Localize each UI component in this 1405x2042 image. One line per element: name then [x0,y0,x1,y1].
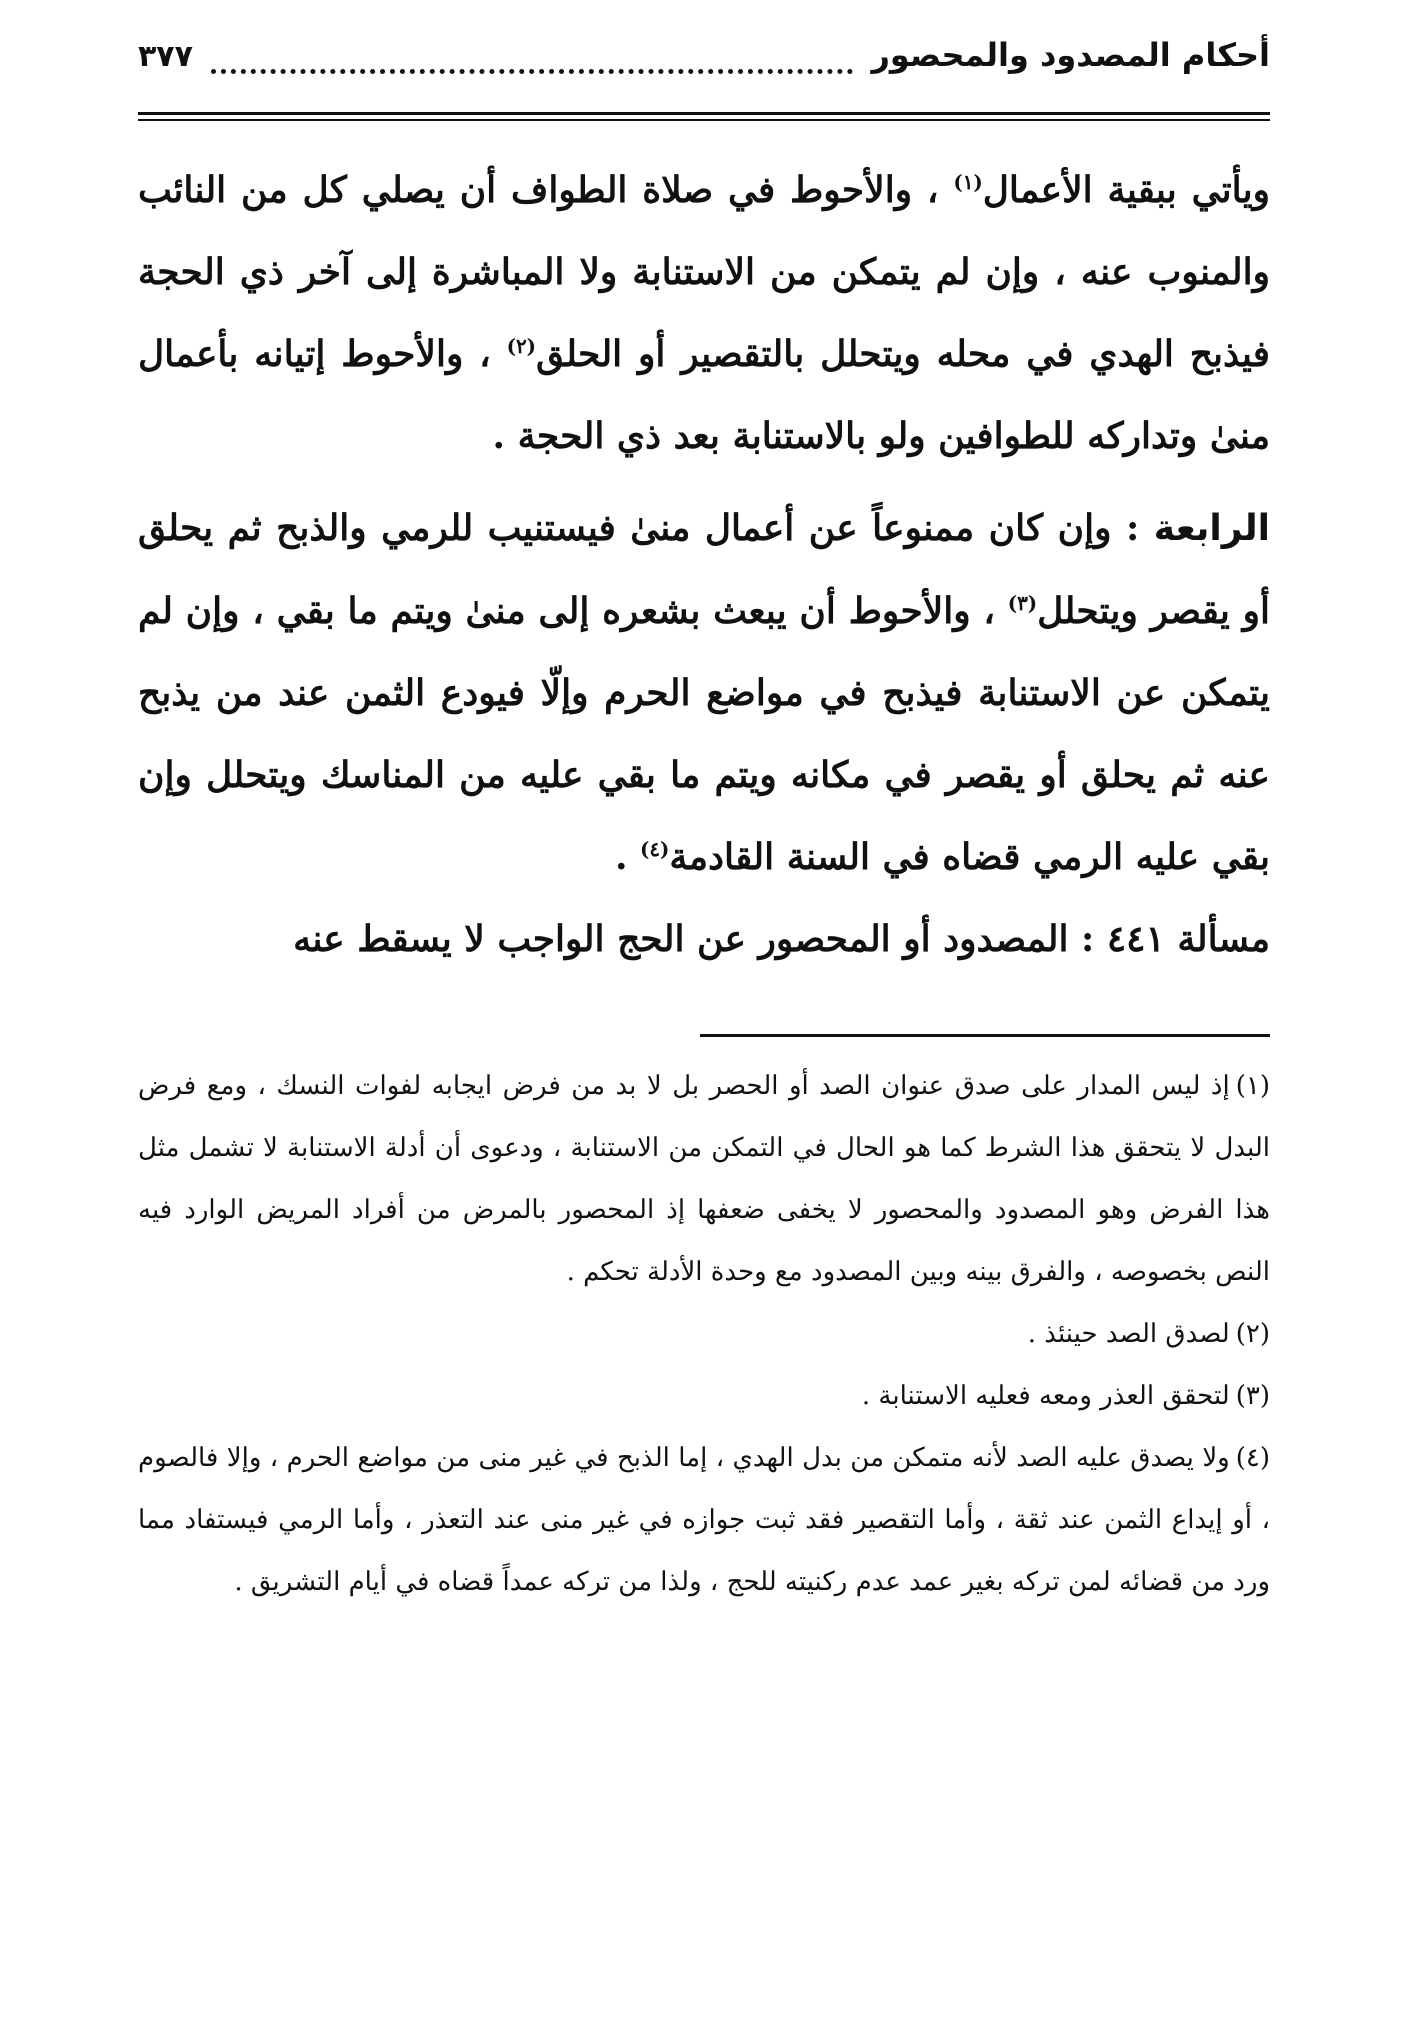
p2-text-2: ، والأحوط أن يبعث بشعره إلى منىٰ ويتم ما بقي ، وإن لم يتمكن عن الاستنابة فيذبح في مواضع الحرم وإلّا فيودع الثمن عند من يذبح عنه ثم يحلق أو يقصر في مكانه ويتم ما بقي عليه من المناسك ويتحلل وإن بقي عليه الرمي قضاه في السنة القادمة [138,590,1270,878]
footnote-text: إذ ليس المدار على صدق عنوان الصد أو الحصر بل لا بد من فرض ايجابه لفوات النسك ، ومع فرض البدل لا يتحقق هذا الشرط كما هو الحال في التمكن من الاستنابة ، ودعوى أن أدلة الاستنابة لا تشمل مثل هذا الفرض وهو المصدود والمحصور لا يخفى ضعفها إذ المحصور بالمرض من أفراد المريض الوارد فيه النص بخصوصه ، والفرق بينه وبين المصدود مع وحدة الأدلة تحكم . [138,1071,1270,1287]
footnote-text: لصدق الصد حينئذ . [1027,1319,1230,1349]
issue-441-heading: مسألة ٤٤١ : المصدود أو المحصور عن الحج الواجب لا يسقط عنه [293,918,1270,960]
footnote-ref-1[interactable]: (١) [953,170,983,194]
footnotes [138,1055,1270,1613]
footnote-3 [138,1365,1270,1427]
footnote-ref-4[interactable]: (٤) [640,837,670,861]
running-title: أحكام المصدود والمحصور [871,36,1270,74]
header-rule [138,112,1270,115]
footnote-ref-3[interactable]: (٣) [1007,591,1038,615]
footnote-text: ولا يصدق عليه الصد لأنه متمكن من بدل الهدي ، إما الذبح في غير منى من مواضع الحرم ، وإلا فالصوم ، أو إيداع الثمن عند ثقة ، وأما التقصير فقد ثبت جوازه في غير منى عند التعذر ، وأما الرمي فيستفاد مما ورد من قضائه لمن تركه بغير عمد عدم ركنيته للحج ، ولذا من تركه عمداً قضاه في أيام التشريق . [138,1443,1270,1597]
footnote-number: (٢) [1235,1319,1270,1349]
header-dot-leader [211,68,854,74]
footnote-ref-2[interactable]: (٢) [506,334,537,358]
header-rule-second [138,119,1270,121]
footnote-1 [138,1055,1270,1303]
paragraph-1 [138,149,1270,477]
main-text [138,149,1270,980]
p2-text-1: : وإن كان ممنوعاً عن أعمال منىٰ فيستنيب للرمي والذبح ثم يحلق أو يقصر ويتحلل [138,507,1271,632]
p2-text-3: . [614,836,641,878]
page-number: ٣٧٧ [138,39,193,74]
paragraph-2 [138,487,1270,898]
footnote-4 [138,1427,1270,1613]
footnote-2 [138,1303,1270,1365]
section-lead-word: الرابعة [1153,508,1270,549]
footnote-separator [700,1034,1270,1037]
p1-text-1: ويأتي ببقية الأعمال [982,169,1270,211]
running-header [138,36,1270,106]
footnote-number: (٤) [1235,1443,1270,1473]
footnote-text: لتحقق العذر ومعه فعليه الاستنابة . [861,1381,1230,1411]
footnote-number: (١) [1235,1071,1270,1101]
paragraph-3 [138,898,1270,980]
p1-text-3: ، والأحوط إتيانه بأعمال منىٰ وتداركه للطوافين ولو بالاستنابة بعد ذي الحجة . [138,333,1270,457]
footnote-number: (٣) [1235,1381,1270,1411]
p1-text-2: ، والأحوط في صلاة الطواف أن يصلي كل من النائب والمنوب عنه ، وإن لم يتمكن من الاستنابة ولا المباشرة إلى آخر ذي الحجة فيذبح الهدي في محله ويتحلل بالتقصير أو الحلق [138,169,1270,375]
